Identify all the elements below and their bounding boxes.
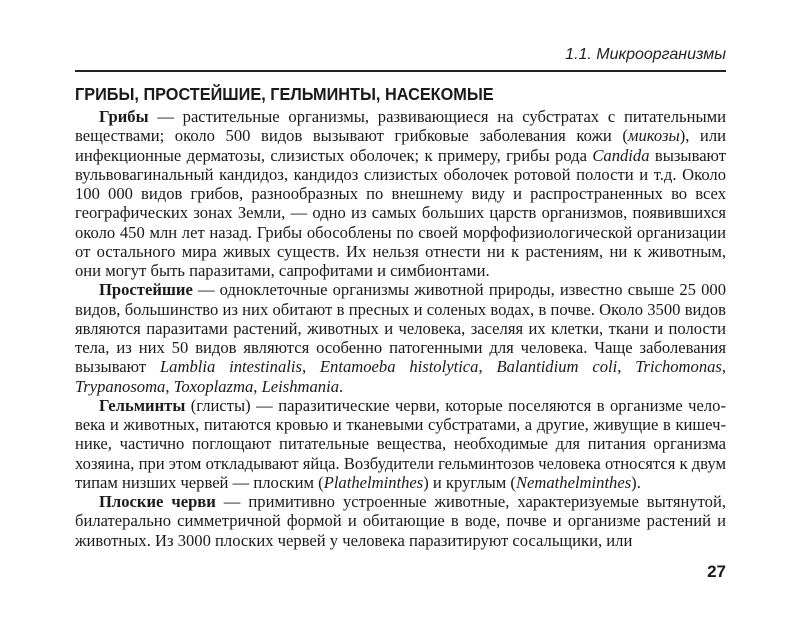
text-span: ,: [165, 376, 174, 396]
term-helminths: Гельминты: [99, 395, 186, 415]
paragraph-helminths: [75, 396, 726, 492]
text-span: .: [339, 376, 344, 396]
italic-term: Toxoplazma: [173, 376, 254, 396]
text-span: ) и круглым (: [423, 472, 516, 492]
italic-term: Leishmania: [261, 376, 340, 396]
section-title: ГРИБЫ, ПРОСТЕЙШИЕ, ГЕЛЬМИНТЫ, НАСЕКОМЫЕ: [75, 84, 494, 104]
text-span: (глисты) — паразитические черви, которые поселяются в организме человека и животных, питаются кровью и тканевыми субстратами, а другие, живущие в кишечнике, частично поглощают питательные вещества, необходимые для питания организма хозяина, при этом откладывают яйца. Возбудители гельминтозов человека относятся к двум типам низших червей — плоским (: [75, 395, 726, 492]
paragraph-protozoa: [75, 280, 726, 396]
text-span: вызывают вульвовагинальный кандидоз, кандидоз слизистых оболочек ротовой полости и т.д. Около 100 000 видов грибов, разнообразных по внешнему виду и распространенных во всех географических зонах Земли, — одно из самых больших царств организмов, появившихся около 450 млн лет назад. Грибы обособлены по своей морфофизиологической организации от остального мира живых существ. Их нельзя отнести ни к растениям, ни к животным, они могут быть паразитами, сапрофитами и симбионтами.: [75, 145, 726, 280]
page-number: 27: [707, 562, 726, 581]
italic-term: Entamoeba histolytica: [319, 357, 479, 377]
running-header: 1.1. Микроорганизмы: [565, 46, 726, 63]
text-span: — растительные организмы, развивающиеся на субстратах с питательными веществами; около 500 видов вызывают грибковые заболевания кожи (: [75, 107, 726, 146]
paragraph-flatworms: [75, 492, 726, 550]
italic-term: Plathelminthes: [323, 472, 424, 492]
header-rule: [75, 70, 726, 72]
term-fungi: Грибы: [99, 107, 149, 126]
text-span: ,: [301, 357, 320, 377]
text-span: ).: [631, 472, 641, 492]
italic-term: Balantidium coli: [496, 357, 618, 377]
text-span: ,: [617, 357, 636, 377]
italic-term: Candida: [592, 145, 650, 165]
italic-term: Trichomonas: [635, 357, 722, 377]
text-span: ,: [478, 357, 497, 377]
italic-term: Nemathelminthes: [515, 472, 632, 492]
paragraph-fungi: [75, 107, 726, 280]
text-span: ,: [721, 357, 727, 377]
text-span: ), или инфекционные дерматозы, слизистых оболочек; к примеру, грибы рода: [75, 126, 726, 165]
term-protozoa: Простейшие: [99, 280, 193, 300]
text-span: — одноклеточные организмы животной природы, известно свыше 25 000 видов, большинство из них обитают в пресных и соленых водах, в почве. Около 3500 видов являются паразитами растений, животных и человека, заселяя их клетки, ткани и полости тела, из них 50 видов являются особенно патогенными для человека. Чаще заболевания вызывают: [75, 280, 726, 377]
text-span: ,: [253, 376, 262, 396]
italic-term: микозы: [627, 126, 680, 146]
italic-term: Lamblia intestinalis: [159, 357, 302, 377]
body-text: [75, 107, 726, 550]
term-flatworms: Плоские черви: [99, 492, 216, 511]
text-span: — примитивно устроенные животные, характеризуемые вытянутой, билатерально симметричной формой и обитающие в воде, почве и организме растений и животных. Из 3000 плоских червей у человека паразитируют сосальщики, или: [75, 492, 726, 550]
italic-term: Trypanosoma: [75, 376, 166, 396]
